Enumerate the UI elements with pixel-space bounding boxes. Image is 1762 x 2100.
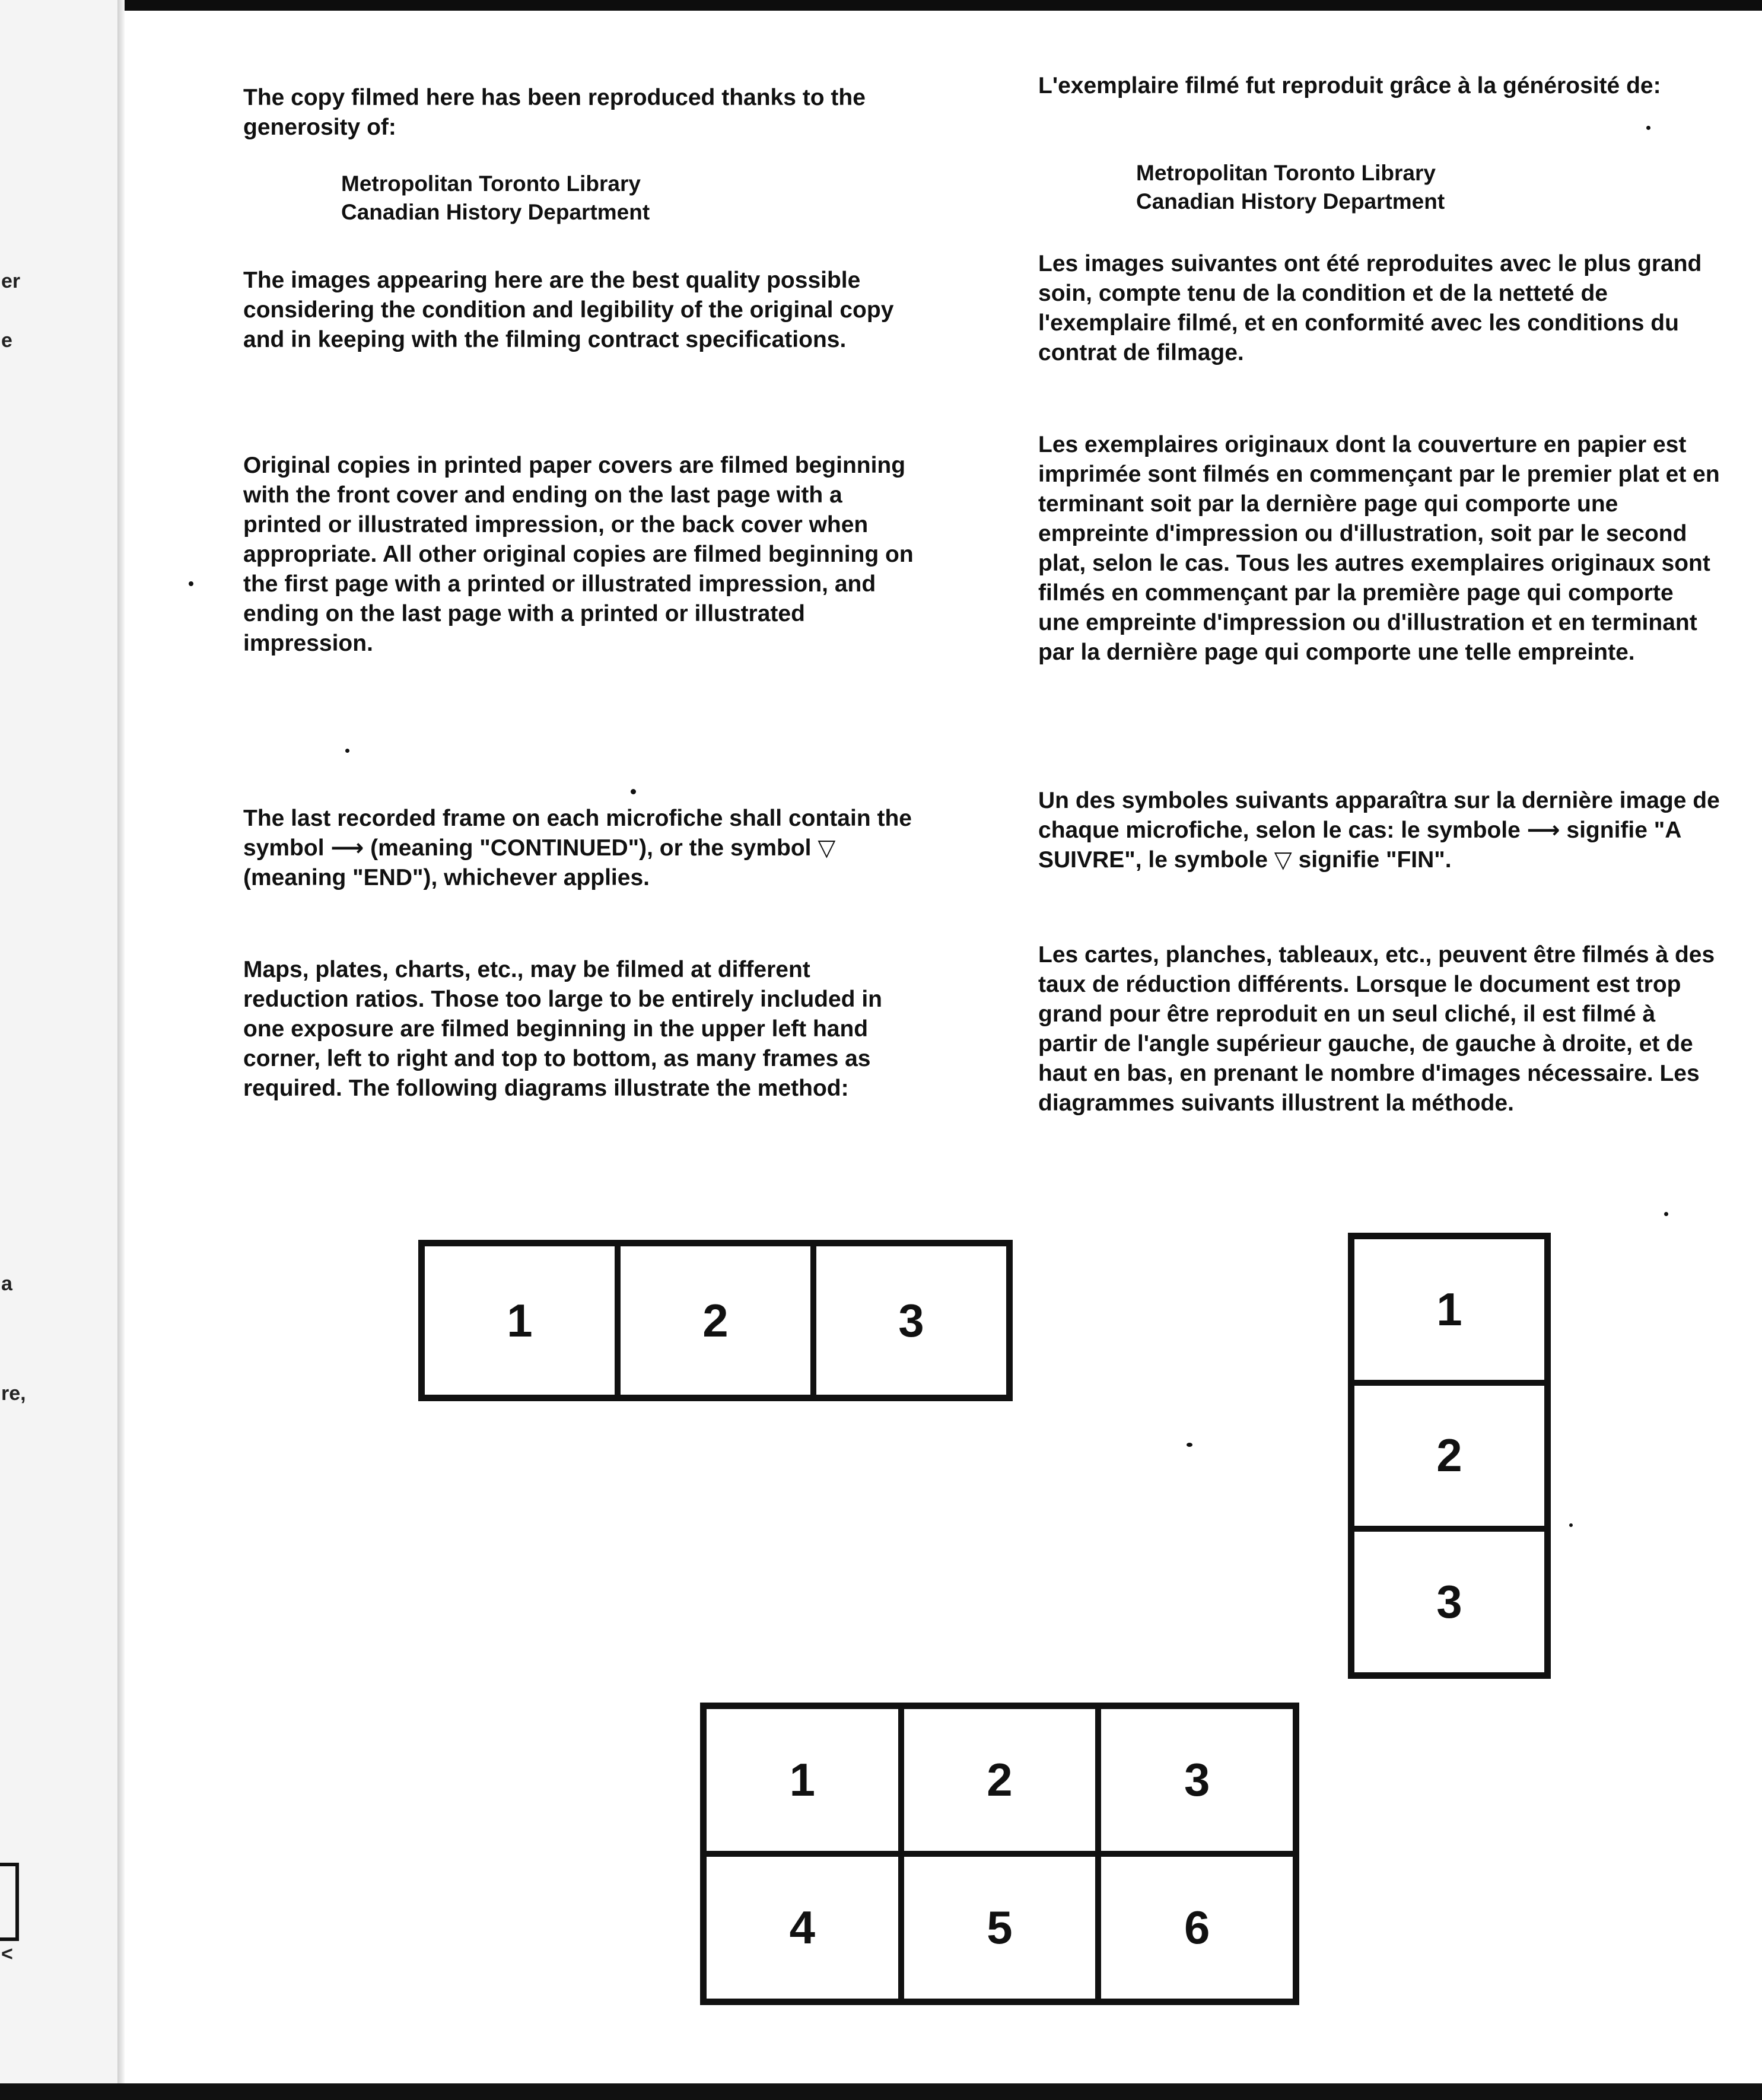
french-library-name: Metropolitan Toronto Library	[1136, 161, 1436, 185]
english-acknowledgement-block	[243, 83, 920, 142]
scan-speck	[1187, 1443, 1192, 1447]
french-acknowledgement: L'exemplaire filmé fut reproduit grâce à la générosité de:	[1038, 73, 1661, 98]
previous-page-fragment: re,	[1, 1382, 26, 1405]
scan-bottom-border	[0, 2083, 1762, 2100]
horizontal-frames-diagram	[418, 1240, 1013, 1401]
french-originals-block	[1038, 430, 1720, 667]
english-quality-text: The images appearing here are the best quality possible considering the condition and legibility of the original copy and in keeping with the filming contract specifications.	[243, 268, 894, 352]
previous-page-fragment: er	[1, 270, 21, 292]
english-library-block	[243, 170, 1017, 227]
scan-speck	[1569, 1523, 1573, 1527]
english-originals-block	[243, 451, 920, 658]
english-maps-text: Maps, plates, charts, etc., may be filmed at different reduction ratios. Those too large to be entirely included in one exposure are filmed beginning in the upper left hand corner, left to right and top to bottom, as many frames as required. The following diagrams illustrate the method:	[243, 957, 882, 1101]
scan-speck	[189, 581, 193, 586]
frame-cell: 1	[422, 1243, 618, 1398]
vertical-frames-diagram	[1348, 1233, 1551, 1679]
english-library-name: Metropolitan Toronto Library	[341, 171, 641, 196]
previous-page-margin	[0, 0, 122, 2100]
frame-cell: 3	[1351, 1529, 1547, 1675]
frame-cell: 5	[901, 1854, 1099, 2002]
frame-cell: 1	[704, 1706, 901, 1854]
frame-cell: 1	[1351, 1236, 1547, 1383]
scan-speck	[1646, 126, 1650, 130]
frame-cell: 3	[1098, 1706, 1296, 1854]
french-acknowledgement-block	[1038, 71, 1720, 101]
english-originals-text: Original copies in printed paper covers are filmed beginning with the front cover and ending on the last page with a printed or illustrated impression, or the back cover when appropriate. All other original copies are filmed beginning on the first page with a printed or illustrated impression, and ending on the last page with a printed or illustrated impression.	[243, 453, 914, 656]
previous-page-fragment: <	[1, 1943, 13, 1965]
english-library-department: Canadian History Department	[341, 200, 650, 224]
french-quality-text: Les images suivantes ont été reproduites avec le plus grand soin, compte tenu de la condition et de la netteté de l'exemplaire filmé, et en conformité avec les conditions du contrat de filmage.	[1038, 251, 1702, 365]
frame-cell: 4	[704, 1854, 901, 2002]
french-library-department: Canadian History Department	[1136, 189, 1445, 214]
scan-speck	[1664, 1212, 1668, 1216]
french-symbols-block	[1038, 786, 1720, 875]
english-quality-block	[243, 266, 920, 355]
french-library-block	[1038, 159, 1762, 216]
scan-speck	[631, 789, 636, 794]
frame-cell: 2	[1351, 1383, 1547, 1529]
french-maps-text: Les cartes, planches, tableaux, etc., peuvent être filmés à des taux de réduction différents. Lorsque le document est trop grand pour être reproduit en un seul cliché, il est filmé à partir de l'angle supérieur gauche, de gauche à droite, et de haut en bas, en prenant le nombre d'images nécessaire. Les diagrammes suivants illustrent la méthode.	[1038, 942, 1715, 1116]
previous-page-box	[0, 1863, 19, 1941]
english-symbols-text: The last recorded frame on each microfiche shall contain the symbol ⟶ (meaning "CONTINUED"), or the symbol ▽ (meaning "END"), whichever applies.	[243, 806, 912, 890]
frame-cell: 3	[813, 1243, 1009, 1398]
frame-cell: 6	[1098, 1854, 1296, 2002]
previous-page-fragment: a	[1, 1272, 12, 1295]
frame-cell: 2	[901, 1706, 1099, 1854]
english-symbols-block	[243, 804, 920, 893]
french-originals-text: Les exemplaires originaux dont la couverture en papier est imprimée sont filmés en commençant par le premier plat et en terminant soit par la dernière page qui comporte une empreinte d'impression ou d'illustration, soit par le second plat, selon le cas. Tous les autres exemplaires originaux sont filmés en commençant par la première page qui comporte une empreinte d'impression ou d'illustration et en terminant par la dernière page qui comporte une telle empreinte.	[1038, 432, 1720, 665]
english-acknowledgement: The copy filmed here has been reproduced thanks to the generosity of:	[243, 85, 866, 140]
french-symbols-text: Un des symboles suivants apparaîtra sur la dernière image de chaque microfiche, selon le cas: le symbole ⟶ signifie "A SUIVRE", le symbole ▽ signifie "FIN".	[1038, 788, 1720, 873]
scan-top-border	[0, 0, 1762, 11]
page-spine	[117, 0, 125, 2100]
english-maps-block	[243, 955, 920, 1103]
scan-speck	[345, 749, 349, 753]
grid-frames-diagram	[700, 1703, 1299, 2005]
french-maps-block	[1038, 940, 1720, 1118]
french-quality-block	[1038, 249, 1720, 368]
previous-page-fragment: e	[1, 329, 12, 352]
frame-cell: 2	[618, 1243, 813, 1398]
